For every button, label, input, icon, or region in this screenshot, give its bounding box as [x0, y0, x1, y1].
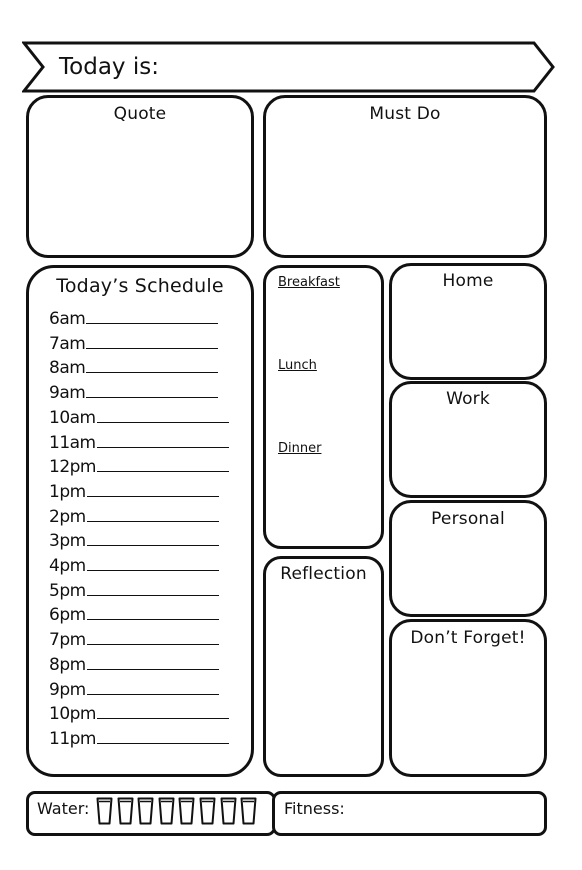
schedule-blank-line[interactable]: [97, 433, 229, 448]
water-label: Water:: [37, 799, 90, 818]
glass-icon[interactable]: [178, 797, 195, 825]
schedule-time-label: 6am: [49, 309, 86, 329]
schedule-row[interactable]: [49, 729, 229, 749]
schedule-time-label: 4pm: [49, 556, 86, 576]
quote-box[interactable]: [26, 95, 254, 258]
glass-icon[interactable]: [158, 797, 175, 825]
schedule-blank-line[interactable]: [87, 655, 219, 670]
schedule-blank-line[interactable]: [97, 704, 229, 719]
schedule-blank-line[interactable]: [86, 309, 218, 324]
schedule-row[interactable]: [49, 482, 219, 502]
schedule-time-label: 6pm: [49, 605, 86, 626]
schedule-blank-line[interactable]: [87, 531, 219, 546]
meals-box: [263, 265, 384, 549]
schedule-blank-line[interactable]: [97, 729, 229, 744]
dont-forget-title: Don’t Forget!: [410, 628, 526, 648]
schedule-time-label: 11am: [49, 432, 96, 453]
glass-icon[interactable]: [96, 797, 113, 825]
schedule-blank-line[interactable]: [97, 408, 229, 423]
schedule-row[interactable]: [49, 457, 229, 477]
schedule-row[interactable]: [49, 531, 219, 551]
schedule-row[interactable]: [49, 433, 229, 453]
home-box[interactable]: [389, 263, 547, 380]
schedule-time-label: 5pm: [49, 580, 86, 601]
schedule-row[interactable]: [49, 630, 219, 650]
schedule-time-label: 11pm: [49, 728, 96, 749]
schedule-time-label: 9am: [49, 383, 86, 404]
schedule-time-label: 10pm: [49, 704, 96, 725]
schedule-row[interactable]: [49, 309, 218, 329]
schedule-row[interactable]: [49, 408, 229, 428]
glass-icon[interactable]: [199, 797, 216, 825]
schedule-row[interactable]: [49, 704, 229, 724]
schedule-time-label: 10am: [49, 407, 96, 428]
schedule-blank-line[interactable]: [86, 358, 218, 373]
schedule-time-label: 7pm: [49, 630, 86, 651]
schedule-blank-line[interactable]: [86, 383, 218, 398]
glass-icon[interactable]: [137, 797, 154, 825]
schedule-row[interactable]: [49, 655, 219, 675]
schedule-time-label: 2pm: [49, 506, 86, 527]
glass-icon[interactable]: [240, 797, 257, 825]
must-do-title: Must Do: [369, 104, 441, 124]
must-do-box[interactable]: [263, 95, 547, 258]
schedule-blank-line[interactable]: [87, 680, 219, 695]
personal-box[interactable]: [389, 500, 547, 617]
personal-title: Personal: [431, 509, 505, 529]
schedule-row[interactable]: [49, 581, 219, 601]
dont-forget-box[interactable]: [389, 619, 547, 777]
schedule-blank-line[interactable]: [87, 581, 219, 596]
schedule-blank-line[interactable]: [87, 482, 219, 497]
schedule-time-label: 9pm: [49, 679, 86, 700]
schedule-title: Today’s Schedule: [56, 275, 224, 297]
schedule-row[interactable]: [49, 334, 218, 354]
schedule-row[interactable]: [49, 680, 219, 700]
schedule-row[interactable]: [49, 507, 219, 527]
schedule-time-label: 1pm: [49, 481, 86, 502]
work-title: Work: [446, 389, 490, 409]
schedule-blank-line[interactable]: [87, 507, 219, 522]
schedule-row[interactable]: [49, 605, 219, 625]
lunch-label[interactable]: Lunch: [278, 358, 317, 373]
schedule-row[interactable]: [49, 556, 219, 576]
schedule-blank-line[interactable]: [87, 630, 219, 645]
schedule-time-label: 8am: [49, 358, 86, 379]
reflection-title: Reflection: [280, 564, 367, 584]
schedule-time-label: 8pm: [49, 654, 86, 675]
fitness-label: Fitness:: [284, 799, 345, 818]
glass-icon[interactable]: [220, 797, 237, 825]
schedule-row[interactable]: [49, 358, 218, 378]
glass-icon[interactable]: [117, 797, 134, 825]
reflection-box[interactable]: [263, 556, 384, 777]
work-box[interactable]: [389, 381, 547, 498]
schedule-time-label: 12pm: [49, 457, 96, 478]
page-title: Today is:: [59, 54, 159, 80]
quote-title: Quote: [113, 104, 167, 124]
schedule-blank-line[interactable]: [97, 457, 229, 472]
schedule-blank-line[interactable]: [86, 334, 218, 349]
breakfast-label[interactable]: Breakfast: [278, 275, 340, 290]
schedule-time-label: 3pm: [49, 531, 86, 552]
home-title: Home: [442, 271, 494, 291]
schedule-blank-line[interactable]: [87, 605, 219, 620]
schedule-blank-line[interactable]: [87, 556, 219, 571]
dinner-label[interactable]: Dinner: [278, 441, 322, 456]
schedule-time-label: 7am: [49, 333, 86, 354]
schedule-row[interactable]: [49, 383, 218, 403]
